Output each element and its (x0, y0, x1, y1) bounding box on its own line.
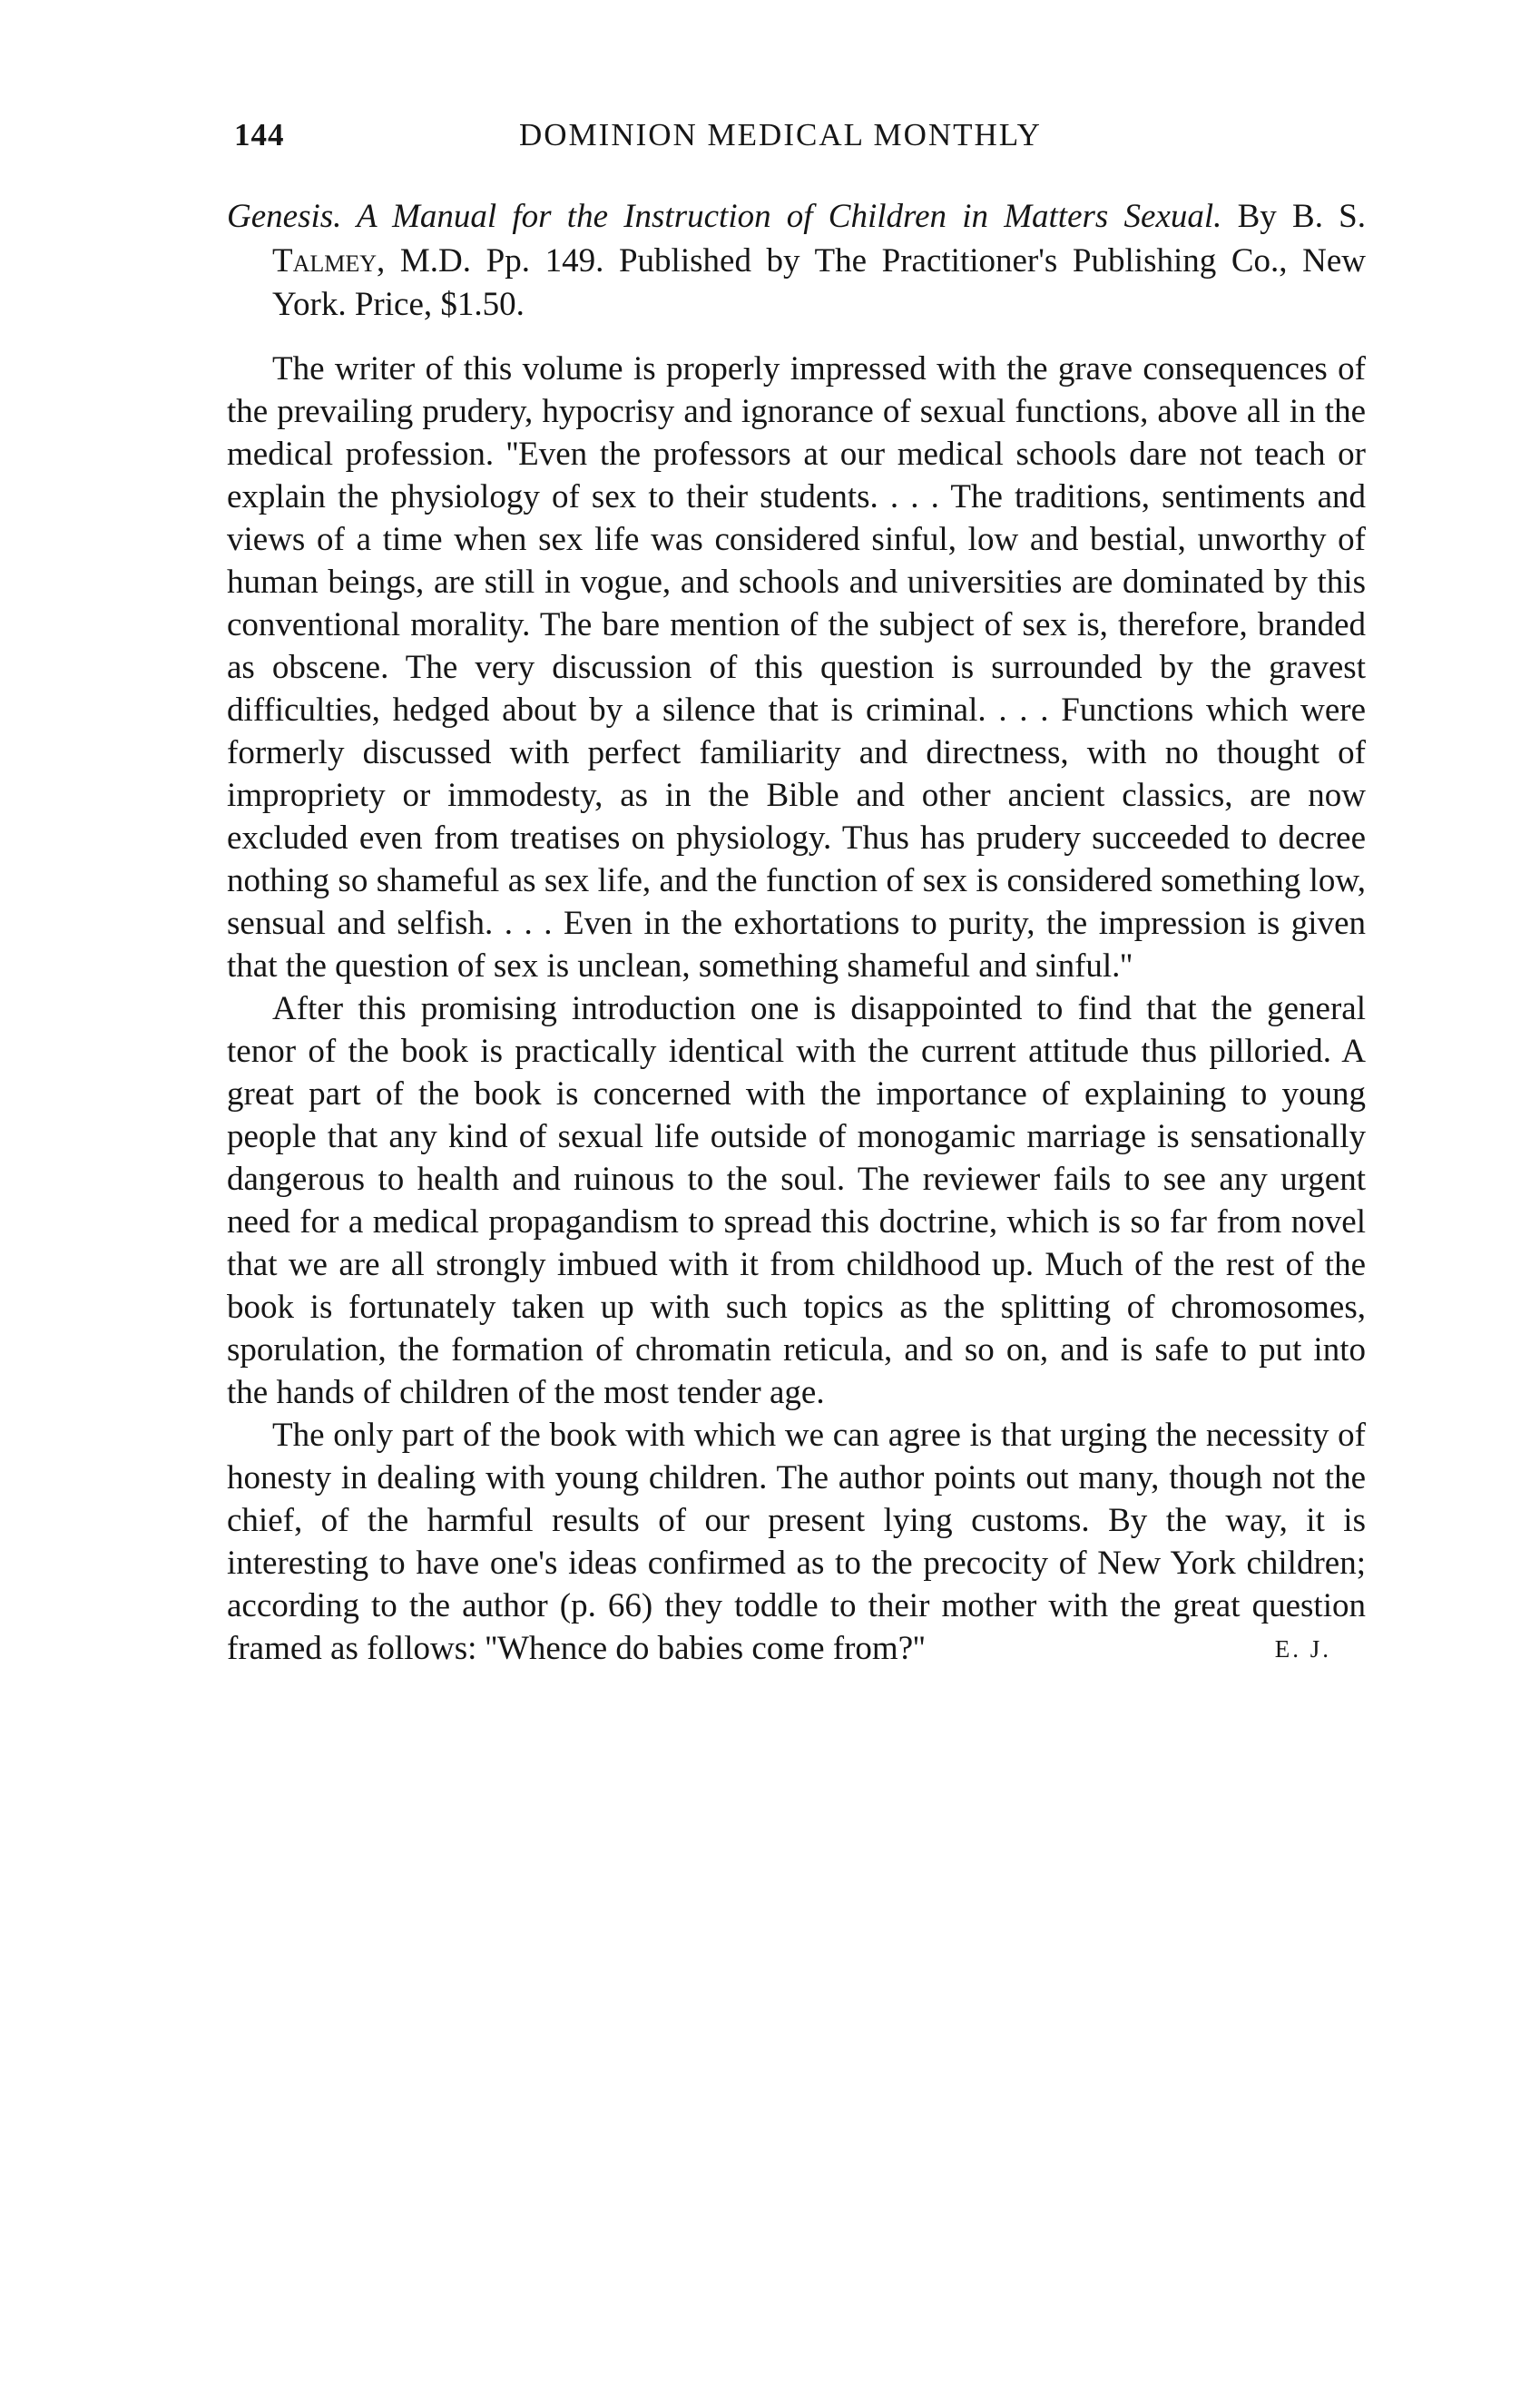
book-title: Genesis. A Manual for the Instruction of Children in Matters Sexual. (227, 198, 1222, 235)
journal-page (227, 104, 1367, 1667)
review-paragraph-2: After this promising introduction one is disappointed to find that the general tenor of the book is practically identical with the current attitude thus pilloried. A great part of the book is concerned with the importance of explaining to young people that any kind of sexual life outside of monogamic marriage is sensationally dangerous to health and ruinous to the soul. The reviewer fails to see any urgent need for a medical propagandism to spread this doctrine, which is so far from novel that we are all strongly imbued with it from childhood up. Much of the rest of the book is fortunately taken up with such topics as the splitting of chromosomes, sporulation, the formation of chromatin reticula, and so on, and is safe to put into the hands of children of the most tender age. (227, 989, 1366, 1411)
citation-by: By (1237, 198, 1277, 235)
publication-details: Pp. 149. Published by The Practitioner's Publishing Co., New York. Price, $1.50. (272, 241, 1367, 323)
author-degree: , M.D. (377, 241, 472, 280)
page-header (227, 104, 1366, 177)
reviewer-signature: E. J. (1274, 1634, 1331, 1663)
review-paragraph-3: The only part of the book with which we can agree is that urging the necessity of honesty in dealing with young children. The author points out many, though not the chief, of the harmful results of our present lying customs. By the way, it is interesting to have one's ideas confirmed as to the precocity of New York children; according to the author (p. 66) they toddle to their mother with the great question framed as follows: ''Whence do babies come from?'' (227, 1416, 1366, 1667)
book-citation (227, 195, 1366, 328)
page-number: 144 (234, 117, 285, 152)
review-paragraph-1: The writer of this volume is properly impressed with the grave consequences of the prevailing prudery, hypocrisy and ignorance of sexual functions, above all in the medical profession. ''Even the professors at our medical schools dare not teach or explain the physiology of sex to their students. . . . The traditions, sentiments and views of a time when sex life was considered sinful, low and bestial, unworthy of human beings, are still in vogue, and schools and universities are dominated by this conventional morality. The bare mention of the subject of sex is, therefore, branded as obscene. The very discussion of this question is surrounded by the gravest difficulties, hedged about by a silence that is criminal. . . . Functions which were formerly discussed with perfect familiarity and directness, with no thought of impropriety or immodesty, as in the Bible and other ancient classics, are now excluded even from treatises on physiology. Thus has prudery succeeded to decree nothing so shameful as sex life, and the function of sex is considered something low, sensual and selfish. . . . Even in the exhortations to purity, the impression is given that the question of sex is unclean, something shameful and sinful.'' (227, 349, 1366, 985)
running-title: DOMINION MEDICAL MONTHLY (519, 117, 1042, 152)
book-author: B. S. Talmey (272, 198, 1367, 280)
